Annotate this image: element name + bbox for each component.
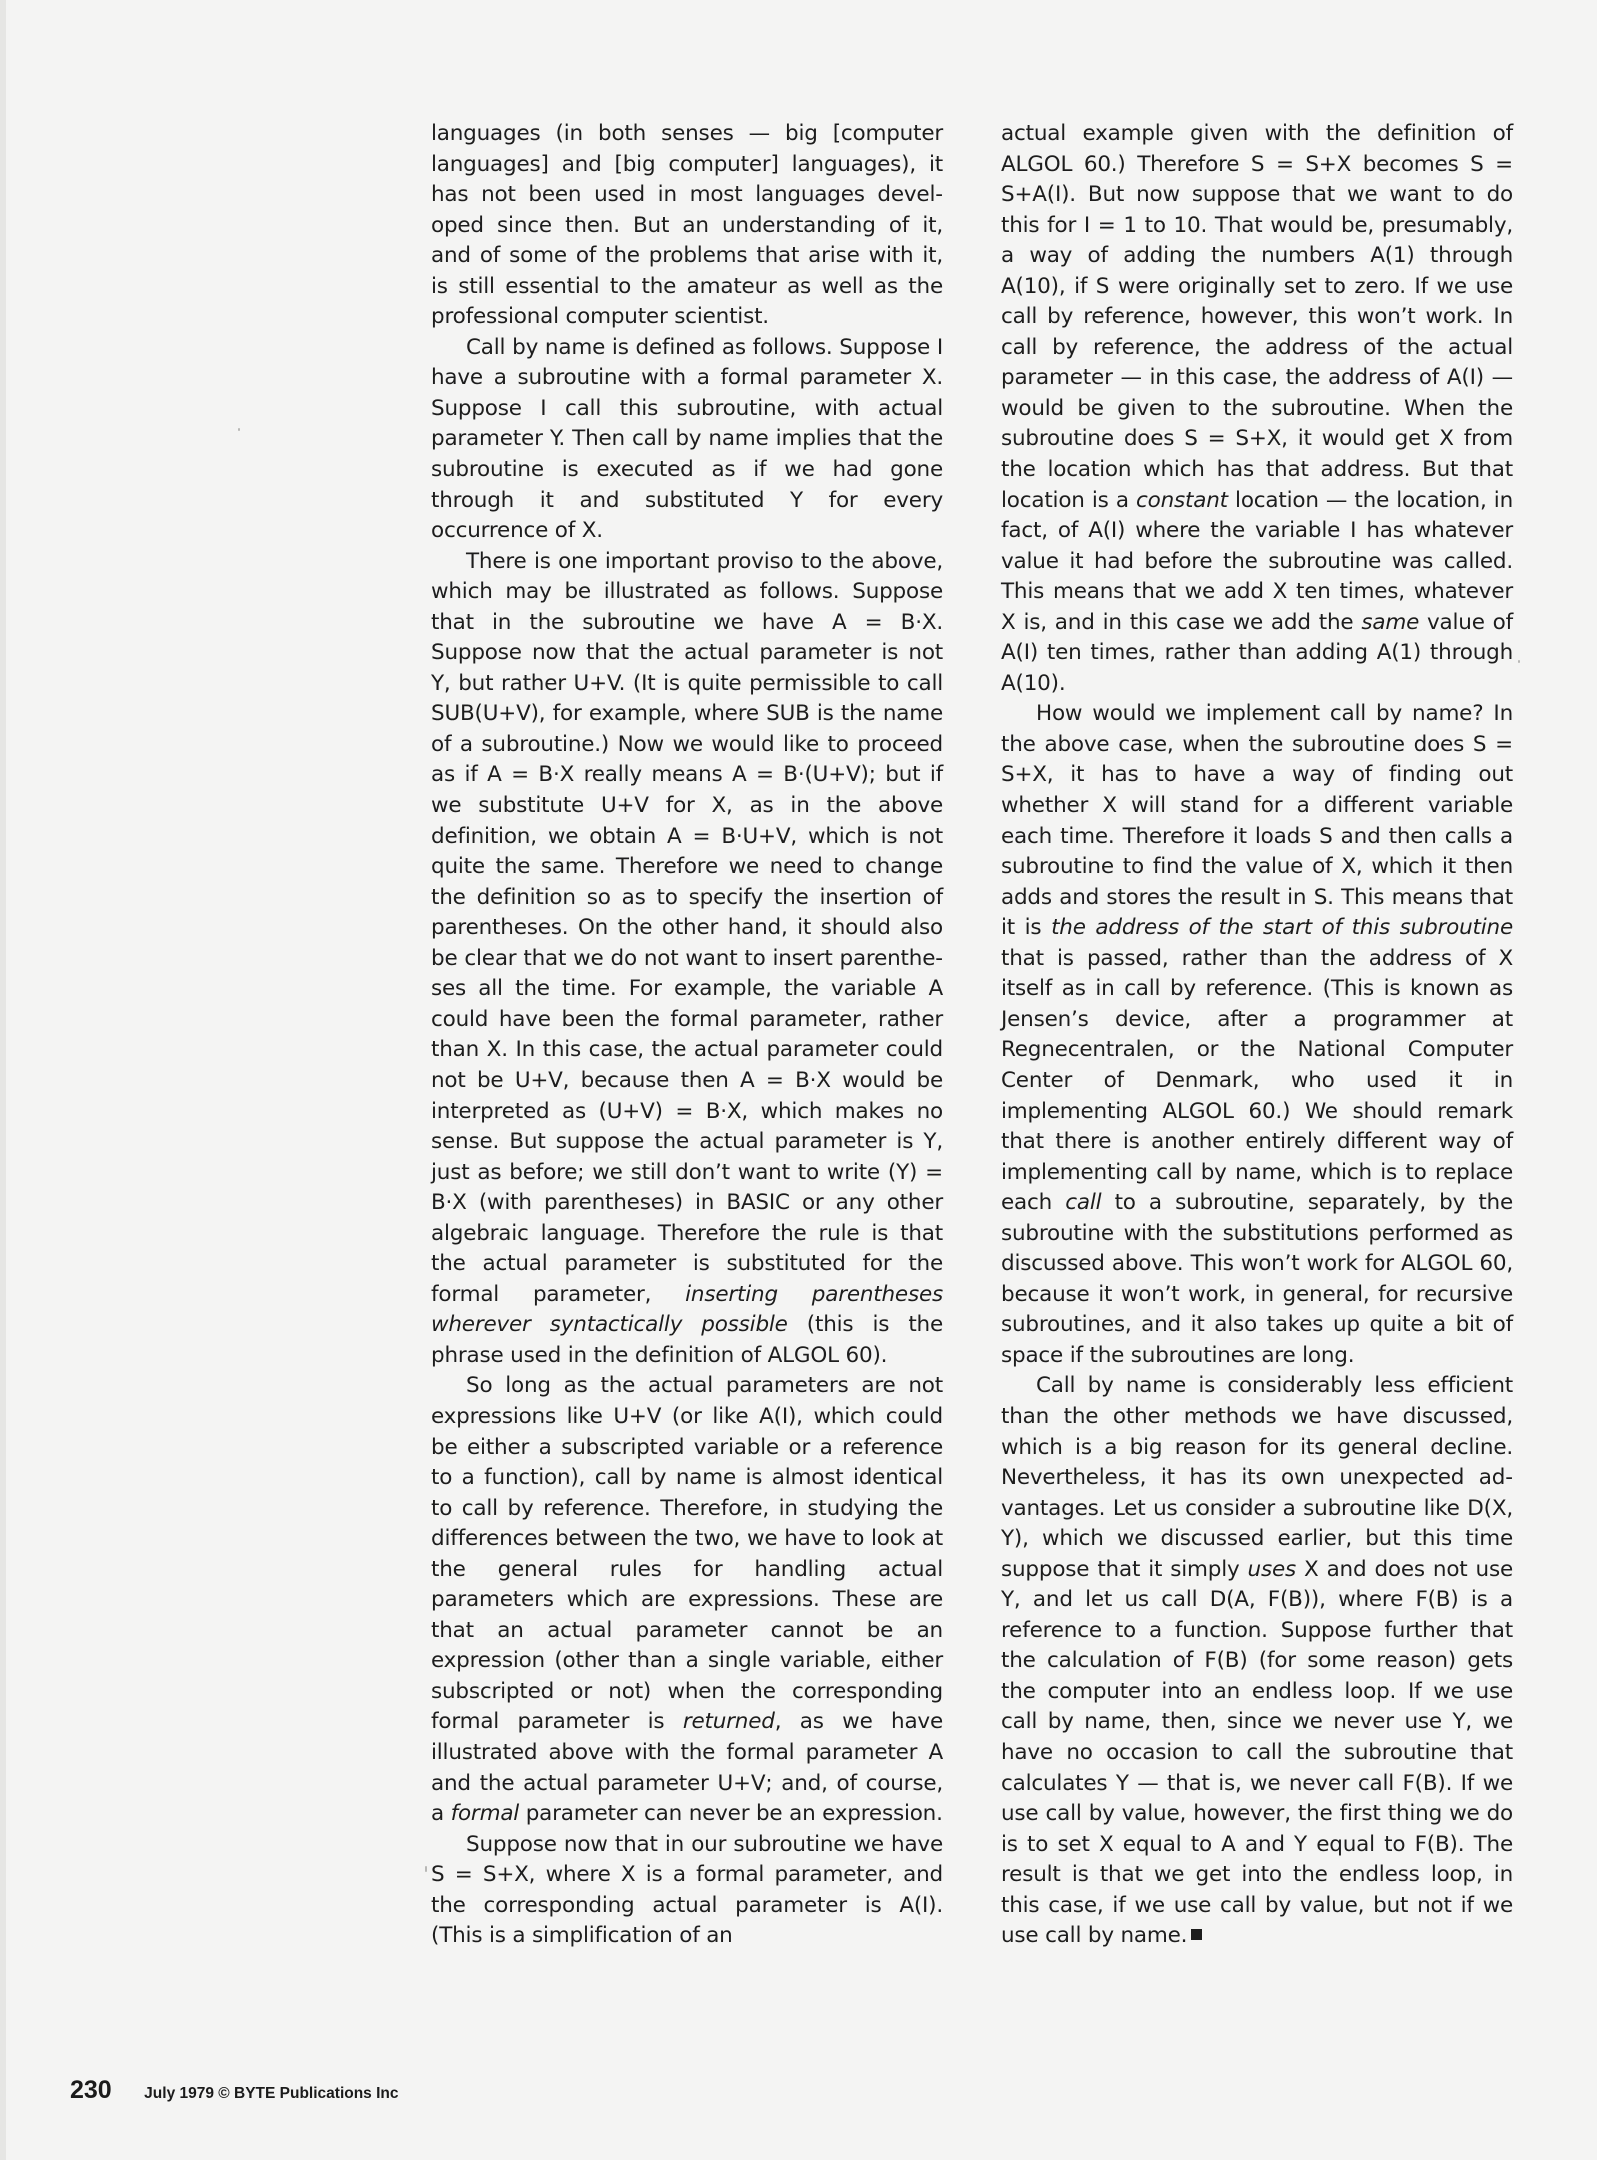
- page-edge: [0, 0, 6, 2160]
- scan-speck: [1518, 660, 1520, 663]
- text-run: location — the location, in fact, of A(I) where the variable I has whatever value it had before the subroutine was called. This means that we add X ten times, whatever X is, and in this case we add the: [1001, 487, 1513, 635]
- paragraph: [431, 119, 943, 333]
- text-run: that is passed, rather than the address of X itself as in call by reference. (This is known as Jensen’s device, after a programmer at Regnecentralen, or the National Computer Center of Denmark, who used it in implementing ALGOL 60.) We should remark that there is another entirely different way of implementing call by name, which is to replace each: [1001, 945, 1513, 1216]
- text-run: languages (in both senses — big [computer languages] and [big computer] languages), it has not been used in most languages developed since then. But an understanding of it, and of some of the problems that arise with it, is still essential to the amateur as well as the professional computer scientist.: [431, 121, 943, 330]
- italic-phrase: the address of the start of this subroutine: [1051, 915, 1514, 941]
- end-of-article-square-icon: [1191, 1929, 1202, 1940]
- italic-phrase: formal: [450, 1801, 520, 1827]
- paragraph: [431, 547, 943, 1372]
- text-run: to a subroutine, separately, by the subroutine with the substitutions performed as discussed above. This won’t work for ALGOL 60, because it won’t work, in general, for recursive subroutines, and it also takes up quite a bit of space if the subroutines are long.: [1001, 1190, 1514, 1368]
- italic-phrase: call: [1065, 1190, 1102, 1216]
- paragraph: [1001, 1371, 1513, 1951]
- scan-speck: [238, 428, 240, 431]
- text-run: Suppose now that in our subroutine we have S = S+X, where X is a formal parameter, and the corresponding actual parameter is A(I). (This is a simplification of an: [431, 1831, 943, 1949]
- text-run: Call by name is defined as follows. Suppose I have a subroutine with a formal parameter X. Suppose I call this subroutine, with actual parameter Y. Then call by name implies that the subroutine is executed as if we had gone through it and substituted Y for every occurrence of X.: [431, 334, 943, 544]
- page-footer: [70, 2076, 399, 2105]
- scan-speck: [425, 1866, 427, 1872]
- italic-phrase: same: [1361, 609, 1420, 635]
- right-column: [1001, 119, 1513, 1952]
- text-run: actual example given with the definition of ALGOL 60.) Therefore S = S+X becomes S = S+A(I). But now suppose that we want to do this for I = 1 to 10. That would be, presumably, a way of adding the numbers A(1) through A(10), if S were originally set to zero. If we use call by reference, however, this won’t work. In call by reference, the address of the actual parameter — in this case, the address of A(I) — would be given to the subroutine. When the subroutine does S = S+X, it would get X from the location which has that address. But that location is a: [1001, 121, 1513, 513]
- text-run: parameter can never be an expression.: [519, 1801, 943, 1827]
- text-run: X and does not use Y, and let us call D(A, F(B)), where F(B) is a reference to a function. Suppose further that the calculation of F(B) (for some reason) gets the computer into an endless loop. If we use call by name, then, since we never use Y, we have no occasion to call the subroutine that calculates Y — that is, we never call F(B). If we use call by value, however, the first thing we do is to set X equal to A and Y equal to F(B). The result is that we get into the endless loop, in this case, if we use call by value, but not if we use call by name.: [1001, 1556, 1513, 1949]
- page-number: 230: [70, 2076, 112, 2104]
- text-run: value of A(I) ten times, rather than adding A(1) through A(10).: [1001, 609, 1513, 696]
- left-column: [431, 119, 943, 1952]
- paragraph: [431, 1830, 943, 1952]
- paragraph: [431, 1371, 943, 1829]
- text-run: , as we have illustrated above with the formal parameter A and the actual parameter U+V; and, of course, a: [431, 1709, 943, 1827]
- text-run: How would we implement call by name? In the above case, when the subroutine does S = S+X, it has to have a way of finding out whether X will stand for a different variable each time. Therefore it loads S and then calls a subroutine to find the value of X, which it then adds and stores the result in S. This means that it is: [1001, 701, 1513, 941]
- paragraph: [1001, 699, 1513, 1371]
- text-run: Call by name is considerably less efficient than the other methods we have discussed, which is a big reason for its general decline. Nevertheless, it has its own unexpected advantages. Let us consider a subroutine like D(X, Y), which we discussed earlier, but this time suppose that it simply: [1001, 1373, 1513, 1582]
- italic-phrase: inserting parentheses wherever syntactically possible: [431, 1281, 943, 1338]
- paragraph: [1001, 119, 1513, 699]
- paragraph: [431, 333, 943, 547]
- text-run: So long as the actual parameters are not expressions like U+V (or like A(I), which could be either a subscripted variable or a reference to a function), call by name is almost identical to call by reference. Therefore, in studying the differences between the two, we have to look at the general rules for handling actual parameters which are expressions. These are that an actual parameter cannot be an expression (other than a single variable, either subscripted or not) when the corresponding formal parameter is: [431, 1373, 943, 1735]
- publication-credit: July 1979 © BYTE Publications Inc: [144, 2085, 399, 2102]
- italic-phrase: uses: [1247, 1556, 1296, 1582]
- text-run: There is one important proviso to the above, which may be illustrated as follows. Suppose that in the subroutine we have A = B·X. Suppose now that the actual parameter is not Y, but rather U+V. (It is quite permissible to call SUB(U+V), for example, where SUB is the name of a subroutine.) Now we would like to proceed as if A = B·X really means A = B·(U+V); but if we substitute U+V for X, as in the above definition, we obtain A = B·U+V, which is not quite the same. Therefore we need to change the definition so as to specify the insertion of parentheses. On the other hand, it should also be clear that we do not want to insert parentheses all the time. For example, the variable A could have been the formal parameter, rather than X. In this case, the actual parameter could not be U+V, because then A = B·X would be interpreted as (U+V) = B·X, which makes no sense. But suppose the actual parameter is Y, just as before; we still don’t want to write (Y) = B·X (with parentheses) in BASIC or any other algebraic language. Therefore the rule is that the actual parameter is substituted for the formal parameter,: [431, 548, 943, 1307]
- italic-phrase: constant: [1136, 487, 1228, 513]
- italic-phrase: returned: [682, 1709, 775, 1735]
- text-run: (this is the phrase used in the definition of ALGOL 60).: [431, 1312, 944, 1368]
